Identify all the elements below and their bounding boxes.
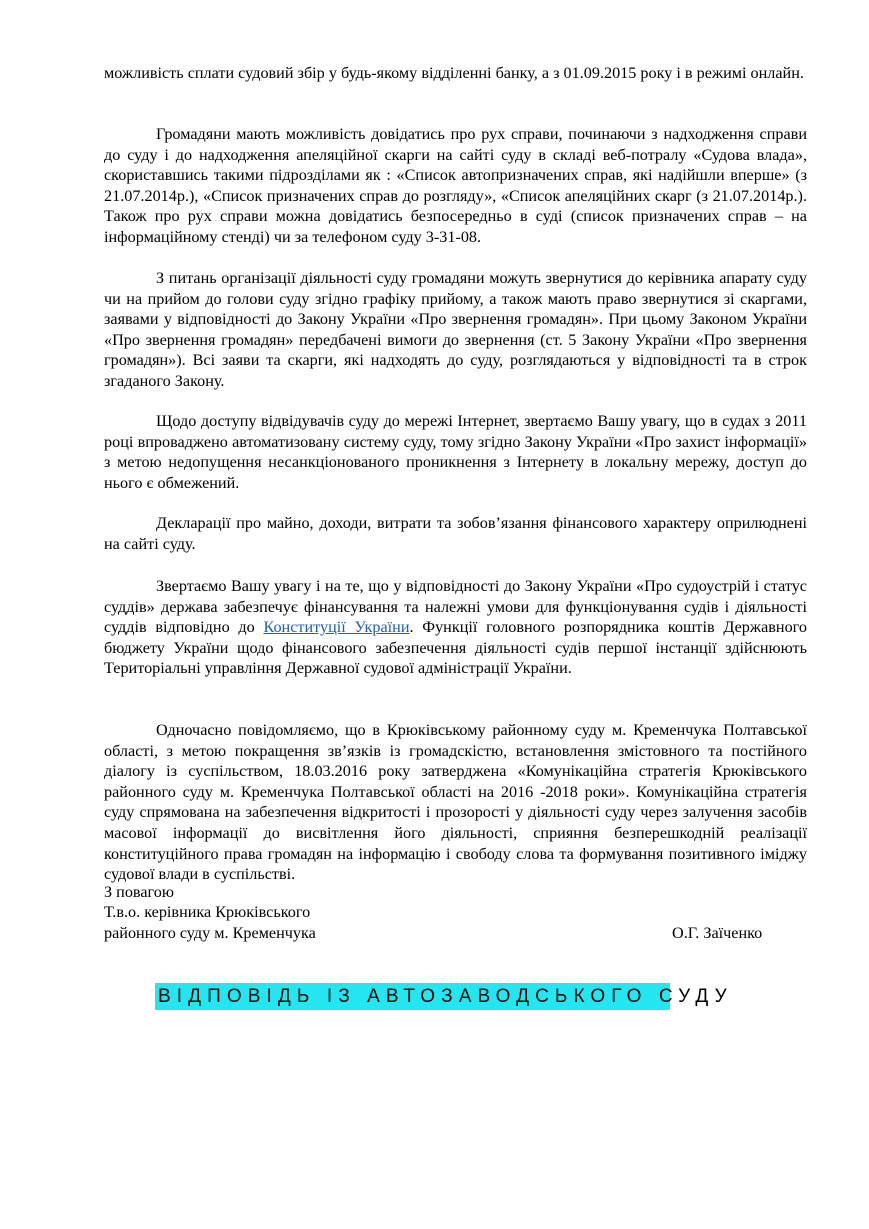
paragraph-case-tracking: Громадяни мають можливість довідатись про рух справи, починаючи з надходження справи до суду і до надходження апеляційної скарги на сайті суду в складі веб-потралу «Судова влада», скориставшись такими підрозділами як : «Список автопризначених справ, які надійшли вперше» (з 21.07.2014р.), «Список призначених справ до розгляду», «Список апеляційних скарг (з 21.07.2014р.). Також про рух справи можна довідатись безпосередньо в суді (список призначених справ – на інформаційному стенді) чи за телефоном суду 3-31-08. — [104, 125, 807, 246]
paragraph-financing: Звертаємо Вашу увагу і на те, що у відповідності до Закону України «Про судоустрій і статус суддів» держава забезпечує фінансування та належні умови для функціонування судів і діяльності суддів відповідно до Конституції України. Функції головного розпорядника коштів Державного бюджету України щодо фінансового забезпечення діяльності судів першої інстанції здійснюють Територіальні управління Державної судової адміністрації України. — [104, 577, 807, 678]
signature-position: Т.в.о. керівника Крюківського — [104, 903, 311, 921]
paragraph-communication-strategy: Одночасно повідомляємо, що в Крюківському районному суду м. Кременчука Полтавської області, з метою покращення зв’язків із громадскістю, встановлення змістовного та постійного діалогу із суспільством, 18.03.2016 року затверджена «Комунікаційна стратегія Крюківського районного суду м. Кременчука Полтавської області на 2016 -2018 роки». Комунікаційна стратегія суду спрямована на забезпечення відкритості і прозорості у діяльності суду через залучення засобів масової інформації до висвітлення його діяльності, сприяння безперешкодній реалізації конституційного права громадян на інформацію і свободу слова та формування позитивного іміджу судової влади в суспільстві. — [104, 721, 807, 884]
paragraph-payment: можливість сплати судовий збір у будь-якому відділенні банку, а з 01.09.2015 року і в режимі онлайн. — [104, 64, 804, 82]
constitution-link[interactable]: Конституції України — [263, 618, 410, 637]
paragraph-appeals: З питань організації діяльності суду громадяни можуть звернутися до керівника апарату суду чи на прийом до голови суду згідно графіку прийому, а також мають право звернутися зі скаргами, заявами у відповідності до Закону України «Про звернення громадян». При цьому Законом України «Про звернення громадян» передбачені вимоги до звернення (ст. 5 Закону України «Про звернення громадян»). Всі заяви та скарги, які надходять до суду, розглядаються у відповідності та в строк згаданого Закону. — [104, 269, 807, 390]
signature-greeting: З повагою — [104, 883, 174, 901]
paragraph-declarations: Декларації про майно, доходи, витрати та зобов’язання фінансового характеру оприлюднені на сайті суду. — [104, 514, 807, 553]
signature-court: районного суду м. Кременчука — [104, 924, 316, 942]
signature-name: О.Г. Заїченко — [672, 924, 763, 942]
paragraph-internet-access: Щодо доступу відвідувачів суду до мережі Інтернет, звертаємо Вашу увагу, що в судах з 2011 році впроваджено автоматизовану систему суду, тому згідно Закону України «Про захист інформації» з метою недопущення несанкціонованого проникнення з Інтернету в локальну мережу, доступ до нього є обмежений. — [104, 412, 807, 492]
highlighted-heading: ВІДПОВІДЬ ІЗ АВТОЗАВОДСЬКОГО СУДУ — [155, 983, 670, 1010]
